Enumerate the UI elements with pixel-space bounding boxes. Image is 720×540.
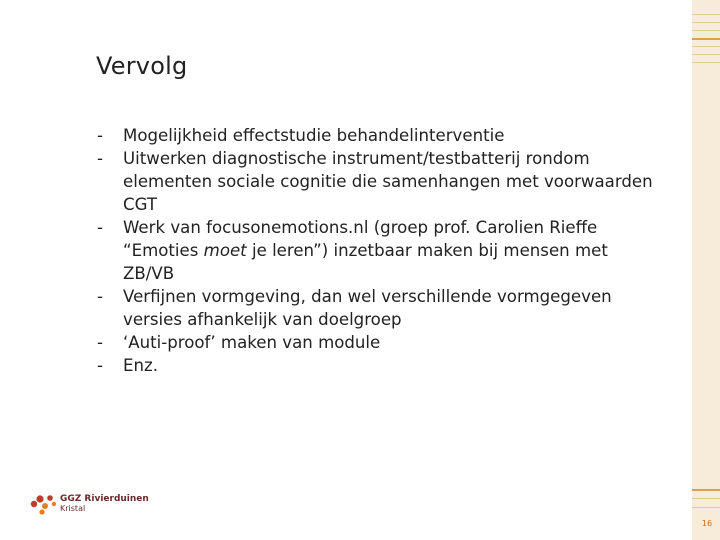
logo-dot [47, 495, 53, 501]
bullet-marker: - [97, 333, 103, 352]
logo-name: GGZ Rivierduinen [60, 494, 149, 504]
bullet-text: Uitwerken diagnostische instrument/testbatterij rondom elementen sociale cognitie die samenhangen met voorwaarden CGT [123, 149, 653, 214]
bullet-marker: - [97, 287, 103, 306]
logo-dot [52, 502, 56, 506]
slide-title: Vervolg [96, 52, 188, 80]
bullet-text: Verfijnen vormgeving, dan wel verschillende vormgegeven versies afhankelijk van doelgroep [123, 287, 612, 329]
logo-subtitle: Kristal [60, 504, 86, 513]
bullet-item [97, 147, 657, 216]
bullet-item [97, 216, 657, 285]
bullet-item [97, 354, 657, 377]
bullet-text: Mogelijkheid effectstudie behandelinterventie [123, 126, 505, 145]
bullet-text-before: Werk van focusonemotions.nl (groep prof. Carolien Rieffe “Emoties [123, 218, 598, 260]
logo-dot [31, 501, 37, 507]
bullet-text-after: je leren”) inzetbaar maken bij mensen met ZB/VB [123, 241, 608, 283]
bullet-text-italic: moet [203, 241, 247, 260]
page-number: 16 [701, 519, 713, 528]
bullet-marker: - [97, 356, 103, 375]
bullet-item [97, 331, 657, 354]
bullet-list [97, 124, 657, 377]
bullet-marker: - [97, 126, 103, 145]
bullet-text: ‘Auti-proof’ maken van module [123, 333, 381, 352]
bullet-item [97, 285, 657, 331]
bullet-text [123, 218, 608, 283]
logo-dot [39, 509, 44, 514]
bullet-item [97, 124, 657, 147]
band-lines [692, 0, 720, 540]
logo-dot [36, 495, 43, 502]
logo-text [60, 494, 149, 514]
bullet-text: Enz. [123, 356, 158, 375]
bullet-marker: - [97, 149, 103, 168]
bullet-marker: - [97, 218, 103, 237]
logo-dot [42, 503, 48, 509]
